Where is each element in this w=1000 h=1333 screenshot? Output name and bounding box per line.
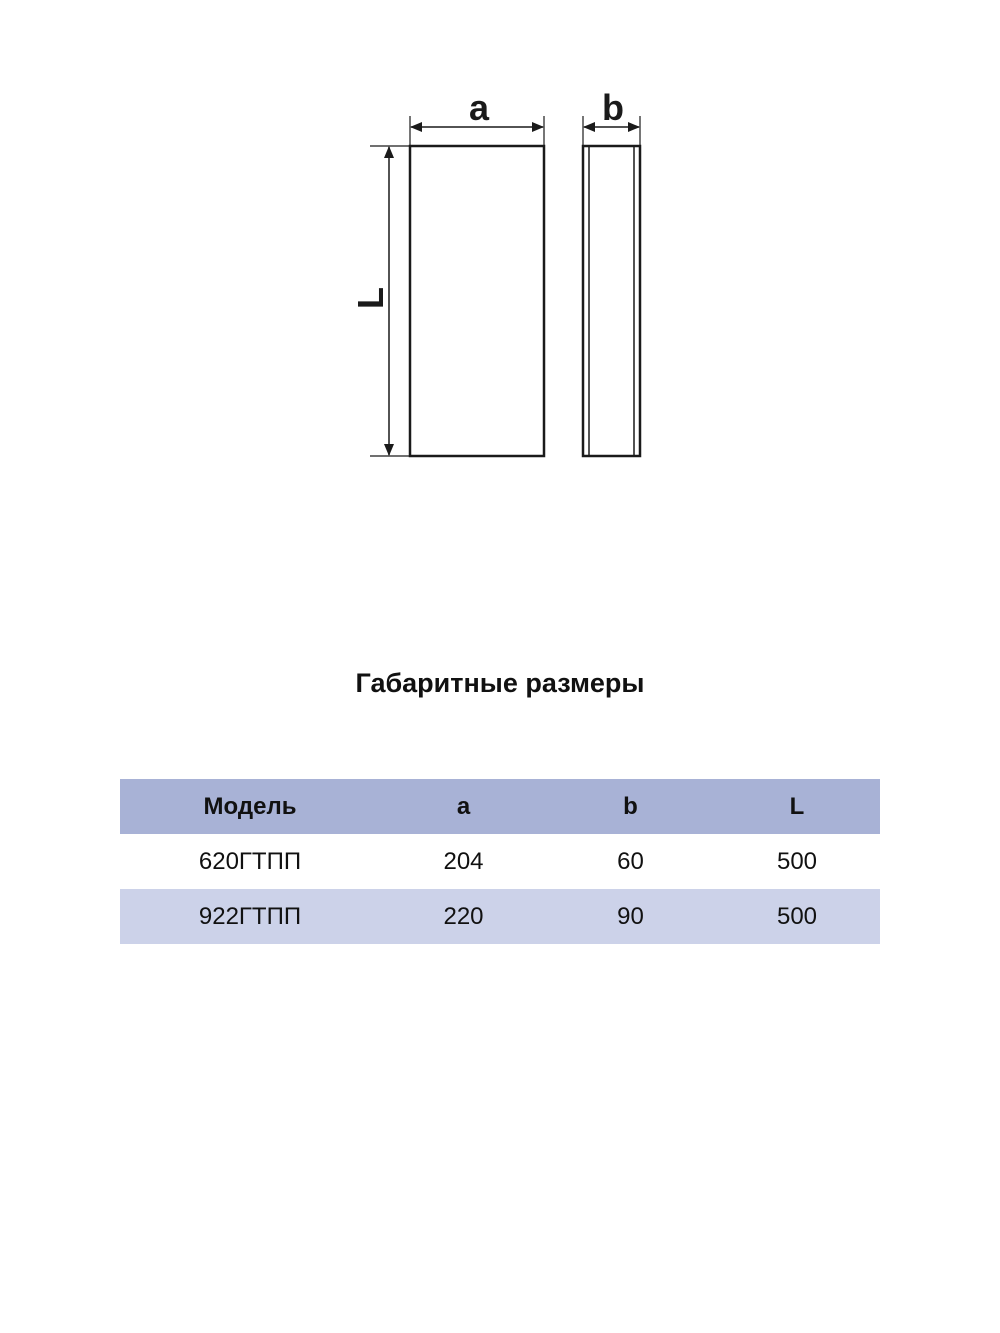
table-cell-model: 922ГТПП bbox=[198, 902, 302, 930]
table-cell-l: 500 bbox=[776, 902, 818, 930]
dimension-b-label: b bbox=[602, 87, 624, 128]
table-cell-b: 90 bbox=[617, 902, 644, 930]
dimension-l bbox=[350, 146, 410, 456]
side-view-rect bbox=[583, 146, 640, 456]
table-header-l: L bbox=[789, 792, 805, 820]
table-cell-a: 220 bbox=[443, 902, 484, 930]
table-header-row bbox=[120, 779, 880, 834]
dimension-a bbox=[410, 87, 544, 146]
table-header-b: b bbox=[623, 792, 638, 820]
table-header-a: a bbox=[456, 792, 471, 820]
table-cell-l: 500 bbox=[776, 847, 818, 875]
table-cell-model: 620ГТПП bbox=[198, 847, 302, 875]
front-view-rect bbox=[410, 146, 544, 456]
dimension-a-label: a bbox=[468, 87, 490, 128]
side-view bbox=[583, 146, 640, 456]
dimension-drawing bbox=[0, 0, 1000, 520]
table-cell-a: 204 bbox=[443, 847, 484, 875]
dimensions-table bbox=[120, 779, 880, 944]
table-cell-b: 60 bbox=[617, 847, 644, 875]
section-title: Габаритные размеры bbox=[355, 668, 645, 698]
table-header-model: Модель bbox=[203, 792, 297, 820]
dimension-b bbox=[583, 87, 640, 146]
table-row bbox=[120, 834, 880, 889]
table-row bbox=[120, 889, 880, 944]
dimension-l-label: L bbox=[350, 287, 391, 309]
